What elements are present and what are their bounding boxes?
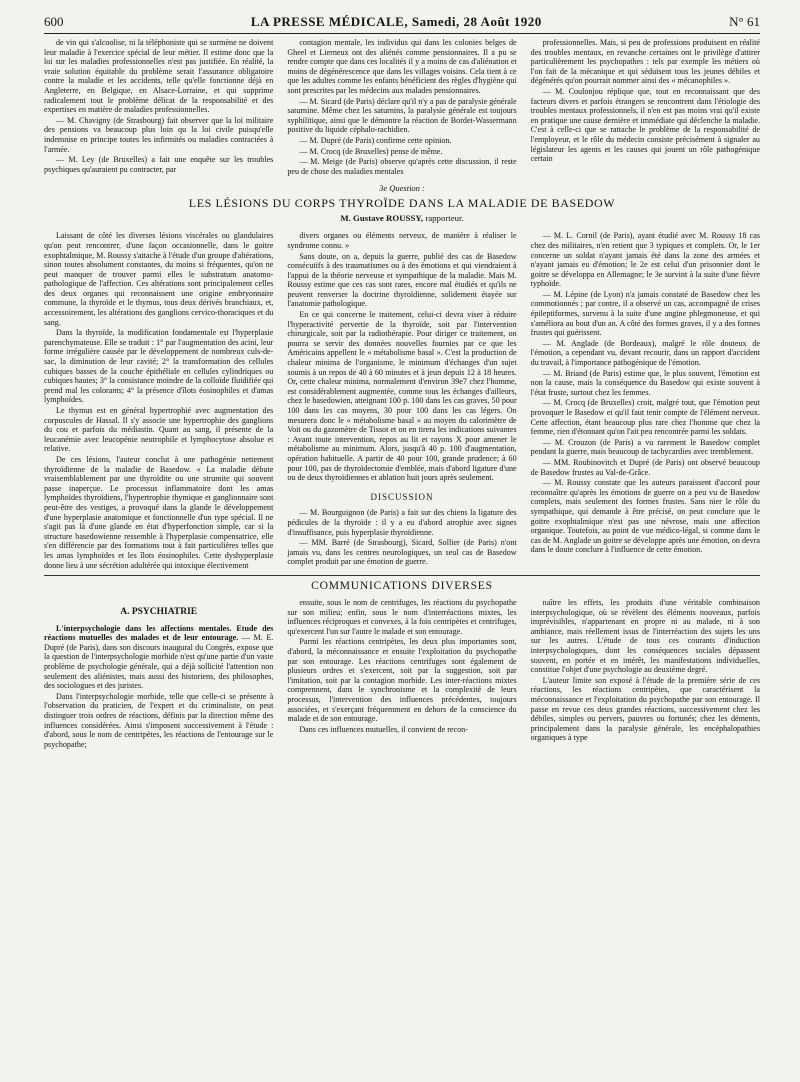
paragraph: Dans ces influences mutuelles, il convient de recon- [299, 724, 468, 734]
paragraph: — M. Roussy constate que les auteurs paraissent d'accord pour reconnaître qu'après les émotions de guerre on a peu vu de Basedow complets, mais seulement des formes frustes. Sans nier le rôle du sympathique, qui demande à être précisé, on peut conclure que le goitre exophtalmique n'est pas une névrose, mais une affection organique. Toutefois, au point de vue médico-légal, si comme dans le cas de M. Anglade un goitre se développe après une émotion, on devra dans le doute conclure à l'influence de cette émotion. [530, 478, 760, 555]
paragraph: En ce qui concerne le traitement, celui-ci devra viser à réduire l'hyperactivité pervertie de la thyroïde, soit par l'intervention chirurgicale, soit par la radiothérapie. Pour diriger ce traitement, on pourra se servir des données nouvelles fournies par ce que les Américains appellent le « métabolisme basal ». C'est la production de chaleur minima de l'organisme, le minimum d'échanges d'un sujet soumis à un repos de 40 à 60 minutes et à jeun depuis 12 à 18 heures. Or, cette chaleur minima, normalement d'environ 39e7 chez l'homme, est considérablement augmentée, comme tous les échanges d'ailleurs, chez le basedowien, atteignant 100 p. 100 dans les cas graves, 50 pour 100 dans les cas moyens, 30 pour 100 dans les cas légers. On mesurera donc le « métabolisme basal » au moyen du calorimètre de Voit ou du gazomètre de Tissot et on en tirera les indications suivantes : Avant toute intervention, repos au lit et rayons X pour amener le métabolisme au minimum. Alors, jusqu'à 40 p. 100 d'augmentation, opération habituelle. A partir de 40 pour 100, grande prudence; à 60 pour 100, pas de thyroïdectomie d'emblée, mais d'abord ligature d'une ou de deux thyroïdiennes et ablation huit jours après seulement. [287, 310, 517, 483]
paragraph: — M. Anglade (de Bordeaux), malgré le rôle douteux de l'émotion, a cependant vu, devant recourir, dans un rapport d'accident du travail, à l'importance pathogénique de l'émotion. [530, 338, 760, 368]
paragraph: — MM. Roubinovitch et Dupré (de Paris) ont observé beaucoup de Basedow frustes au Val-de-Grâce. [530, 457, 760, 477]
basedow-section [44, 231, 760, 571]
communications-column-2 [287, 598, 516, 750]
top-column-1 [44, 38, 273, 177]
communications-section [44, 598, 760, 750]
page-number: 600 [44, 14, 64, 29]
paragraph: — M. Crouzon (de Paris) a vu rarement le Basedow complet pendant la guerre, mais beaucoup de tachycardies avec tremblement. [530, 437, 760, 457]
paragraph: Le thymus est en général hypertrophié avec augmentation des corpuscules de Hassal. Il s'y associe une hypertrophie des ganglions du cou et parfois du médiastin. Quant au sang, il présente de la leucanémie avec leucopénie neutrophile et lymphocytose absolue et relative. [44, 406, 274, 454]
paragraph: — M. Bourguignon (de Paris) a fait sur des chiens la ligature des pédicules de la thyroïde : il y a eu d'abord atrophie avec signes d'insuffisance, puis hyperplasie thyroïdienne. [287, 508, 517, 537]
page-header [44, 14, 760, 34]
paragraph: De ces lésions, l'auteur conclut à une pathogénie nettement thyroïdienne de la maladie de Basedow. « La maladie débute vraisemblablement par une thyroïdite ou une strumite qui souvent passe inaperçue. Le processus inflammatoire dont les amas lymphoïdes thyroïdiens, l'hypertrophie thymique et ganglionnaire sont peut-être des vestiges, a provoqué dans la glande le développement d'une hyperplasie anatomique et fonctionnelle d'un type spécial. Il ne s'agit pas là d'une glande en état d'hyperfonction simple, car si la structure basedowienne ressemble à l'hyperplasie compensatrice, elle s'en différencie par des formations tout à fait particulières telles que les amas lymphoïdes et les îlots éosinophiles. Cette dyshyperplasie donne lieu à une sécrétion adultérée qui intoxique électivement [44, 454, 274, 570]
paragraph: Sans doute, on a, depuis la guerre, publié des cas de Basedow consécutifs à des traumatismes ou à des émotions et qui viendraient à l'appui de la théorie nerveuse et sympathique de la maladie. Mais M. Roussy estime que ces cas sont rares, encore mal étudiés et qu'ils ne peuvent renverser la doctrine thyroïdienne, solidement étayée sur l'anatomie pathologique. [287, 251, 517, 309]
section-title: LES LÉSIONS DU CORPS THYROÏDE DANS LA MALADIE DE BASEDOW [188, 196, 616, 211]
paragraph: divers organes ou éléments nerveux, de manière à réaliser le syndrome connu. » [287, 231, 517, 250]
top-section [44, 38, 760, 177]
paragraph: ensuite, sous le nom de centrifuges, les réactions du psychopathe sur son milieu; enfin, sous le nom d'interréactions mixtes, les influences réciproques et convexes, à la fois centripètes et centrifuges, qu'exercent l'un sur l'autre le malade et son entourage. [287, 598, 517, 636]
section-divider [44, 575, 760, 576]
lead-paragraph [44, 624, 273, 691]
paragraph: L'auteur limite son exposé à l'étude de la première série de ces réactions, les réactions centripètes, que caractérisent la méconnaissance et l'exploitation du psychopathe par son entourage. Il passe en revue ces deux grandes réactions, successivement chez les débiles, simples ou pervers, pauvres ou fortunés; chez les déments, principalement dans la paralysie générale, les encéphalopathies organiques à type [530, 675, 760, 743]
paragraph: — M. Meige (de Paris) observe qu'après cette discussion, il reste peu de chose des maladies mentales [287, 157, 517, 176]
paragraph: — M. Crocq (de Bruxelles) pense de même. [299, 146, 443, 156]
paragraph: — M. Coulonjou réplique que, tout en reconnaissant que des facteurs divers et parfois étrangers se rencontrent dans l'étiologie des troubles mentaux professionnels, il n'en est pas moins vrai qu'il existe en pratique une cause dernière et immédiate qui déclenche la maladie. C'est à celle-ci que se rattache le problème de la responsabilité de l'employeur, et le rôle du médecin consiste précisément à signaler au législateur les agents et les causes qui jouent un rôle pathogénique certain [530, 86, 760, 164]
paragraph: professionnelles. Mais, si peu de professions produisent en réalité des troubles mentaux, en revanche certaines ont le privilège d'attirer particulièrement les psychopathes : tels par exemple les métiers où l'on fait de la mécanique et qui séduisent tous les jeunes débiles et dégénérés qu'on pourrait nommer ainsi des « mécanophiles ». [530, 38, 760, 86]
paragraph: — MM. Barré (de Strasbourg), Sicard, Sollier (de Paris) n'ont jamais vu, dans les centres neurologiques, un seul cas de Basedow complet produit par une émotion de guerre. [287, 538, 517, 567]
communications-column-1 [44, 598, 273, 750]
paragraph: — M. Ley (de Bruxelles) a fait une enquête sur les troubles psychiques qu'auraient pu contracter, par [44, 155, 274, 174]
rapporteur-role: rapporteur. [425, 213, 464, 224]
communications-column-3 [531, 598, 760, 750]
subsection-heading: A. PSYCHIATRIE [120, 607, 198, 618]
basedow-column-3 [531, 231, 760, 571]
basedow-column-1 [44, 231, 273, 571]
communications-title: COMMUNICATIONS DIVERSES [311, 580, 493, 593]
rapporteur-line [44, 213, 760, 223]
paragraph: naître les effets, les produits d'une véritable combinaison interpsychologique, où se révèlent des éléments nouveaux, parfois imprévisibles, n'appartenant en propre ni au malade, ni à son ambiance, mais réellement issus de l'interréaction des sujets les uns sur les autres. L'étude de tous ces courants d'induction interpsychologiques, dont les conséquences sociales dépassent souvent, en portée et en intérêt, les manifestations individuelles, constitue l'objet d'une psychologie au deuxième degré. [530, 598, 760, 675]
paragraph: — M. Lépine (de Lyon) n'a jamais constaté de Basedow chez les commotionnés ; par contre, il a observé un cas, accompagné de crises épileptiformes, survenu à la suite d'une angine phlegmoneuse, et qui s'améliora au bout d'un an. A côté des formes graves, il y a des formes frustes qui guérissent. [530, 289, 760, 338]
rapporteur-name: M. Gustave ROUSSY, [340, 213, 424, 224]
paragraph: — M. Chavigny (de Strasbourg) fait observer que la loi militaire des pensions va beaucoup plus loin qu la loi civile puisqu'elle indemnise en principe toutes les infirmités ou maladies contractées à l'armée. [44, 115, 274, 154]
paragraph: — M. Crocq (de Bruxelles) croit, malgré tout, que l'émotion peut provoquer le Basedow et qu'il faut tenir compte de l'élément nerveux. Cette affection, étant beaucoup plus rare chez l'homme que chez la femme, rien d'étonnant qu'on l'ait peu rencontrée parmi les soldats. [530, 398, 760, 437]
journal-title: LA PRESSE MÉDICALE, Samedi, 28 Août 1920 [250, 14, 542, 29]
paragraph: Parmi les réactions centripètes, les deux plus importantes sont, d'abord, la méconnaissance et ensuite l'exploitation du psychopathe par son entourage. Les réactions centrifuges sont également de plusieurs ordres et s'exercent, soit par la suggestion, soit par l'imitation, soit par la contagion morbide. Les inter-réactions mixtes comprennent, dans le synchronisme et la complexité de leurs processus, l'intervention des influences précédentes, toujours associées, et s'exerçant fréquemment en dehors de la conscience du malade et de son entourage. [287, 637, 517, 724]
paragraph: — M. L. Cornil (de Paris), ayant étudié avec M. Roussy 18 cas chez des militaires, n'en retient que 3 typiques et complets. Or, le 1er concerne un soldat n'ayant jamais été dans la zone des armées et n'ayant jamais eu d'émotion; le 2e est celui d'un prisonnier dont le goitre se développa en Allemagne; le 3e survint à la suite d'une fièvre typhoïde. [530, 231, 760, 289]
issue-number: N° 61 [729, 14, 760, 29]
top-column-3 [531, 38, 760, 177]
paragraph: Laissant de côté les diverses lésions viscérales ou glandulaires qu'on peut rencontrer, d'une façon occasionnelle, dans le goitre exophtalmique, M. Roussy s'attache à l'étude d'un groupe d'altérations, sinon toutes absolument constantes, du moins si fréquentes, qu'on ne peut manquer de trouver parmi elles le substratum anatomo-pathologique de l'affection. Ces altérations sont principalement celles des deux organes qui reconnaissent une origine embryonnaire commune, la thyroïde et le thymus, tous deux dérivés branchiaux, et, accessoirement, les altérations des ganglions cervico-thoraciques et du sang. [44, 231, 274, 327]
paragraph: — M. Dupré (de Paris) confirme cette opinion. [299, 135, 452, 145]
paragraph: Dans la thyroïde, la modification fondamentale est l'hyperplasie parenchymateuse. Elle se traduit : 1° par l'augmentation des acini, leur forme irrégulière causée par le développement de nombreux culs-de-sac, la diminution de leur cavité; 2° la transformation des cellules cubiques basses de la couche épithéliale en cellules cylindriques ou cubiques hautes; 3° la consistance moindre de la colloïde fluidifiée qui prend mal les colorants; 4° la présence d'îlots éosinophiles et d'amas lymphoïdes. [44, 328, 274, 405]
discussion-heading: DISCUSSION [370, 491, 434, 502]
basedow-column-2 [287, 231, 516, 571]
paragraph: de vin qui s'alcoolise, ni la téléphoniste qui se surmène ne doivent leur maladie à l'exercice spécial de leur métier. Il estime donc que la loi sur les maladies professionnelles n'est pas justifiée. En réalité, la vraie solution équitable du problème serait l'assurance obligatoire contre la maladie et les accidents, telle qu'elle fonctionne déjà en Angleterre, en Belgique, en Alsace-Lorraine, et qui supprime radicalement tout le problème délicat de la responsabilité et des expertises en matière de maladies professionnelles. [44, 38, 274, 115]
paragraph: contagion mentale, les individus qui dans les colonies belges de Gheel et Lierneux ont des aliénés comme pensionnaires. Il a pu se rendre compte que dans ces localités il y a moins de cas d'aliénation et moins de dégénérescence que dans les villages voisins. Cela tient à ce que les adultes comme les enfants bénéficient des règles d'hygiène qui sont prescrites par les médecins aux malades pensionnaires. [287, 38, 517, 95]
lead-text: — M. E. Dupré (de Paris), dans son discours inaugural du Congrès, expose que la question de l'interpsychologie morbide n'est qu'une partie d'un vaste problème de psychologie générale, qui a déjà sollicité l'attention non seulement des aliénistes, mais aussi des historiens, des philosophes, des sociologues et des juristes. [44, 633, 274, 691]
paragraph: — M. Briand (de Paris) estime que, le plus souvent, l'émotion est non la cause, mais la conséquence du Basedow qui existe souvent à l'état fruste, surtout chez les femmes. [530, 368, 760, 397]
paragraph: — M. Sicard (de Paris) déclare qu'il n'y a pas de paralysie générale saturnine. Même chez les saturnins, la paralysie générale est toujours syphilitique, ainsi que le démontre la réaction de Bordet-Wassermann positive du liquide céphalo-rachidien. [287, 96, 517, 135]
paragraph: Dans l'interpsychologie morbide, telle que celle-ci se présente à l'observation du praticien, de l'expert et du criminaliste, on peut distinguer trois ordres de réactions, définis par la direction même des influences considérées. Ainsi s'imposent successivement à l'étude : d'abord, sous le nom de centripètes, les réactions de l'entourage sur le psychopathe; [44, 691, 274, 749]
lead-title: L'interpsychologie dans les affections mentales. Etude des réactions mutuelles des malades et de leur entourage. [44, 623, 274, 643]
top-column-2 [287, 38, 516, 177]
newspaper-page [44, 14, 760, 750]
question-label: 3e Question : [379, 183, 425, 194]
